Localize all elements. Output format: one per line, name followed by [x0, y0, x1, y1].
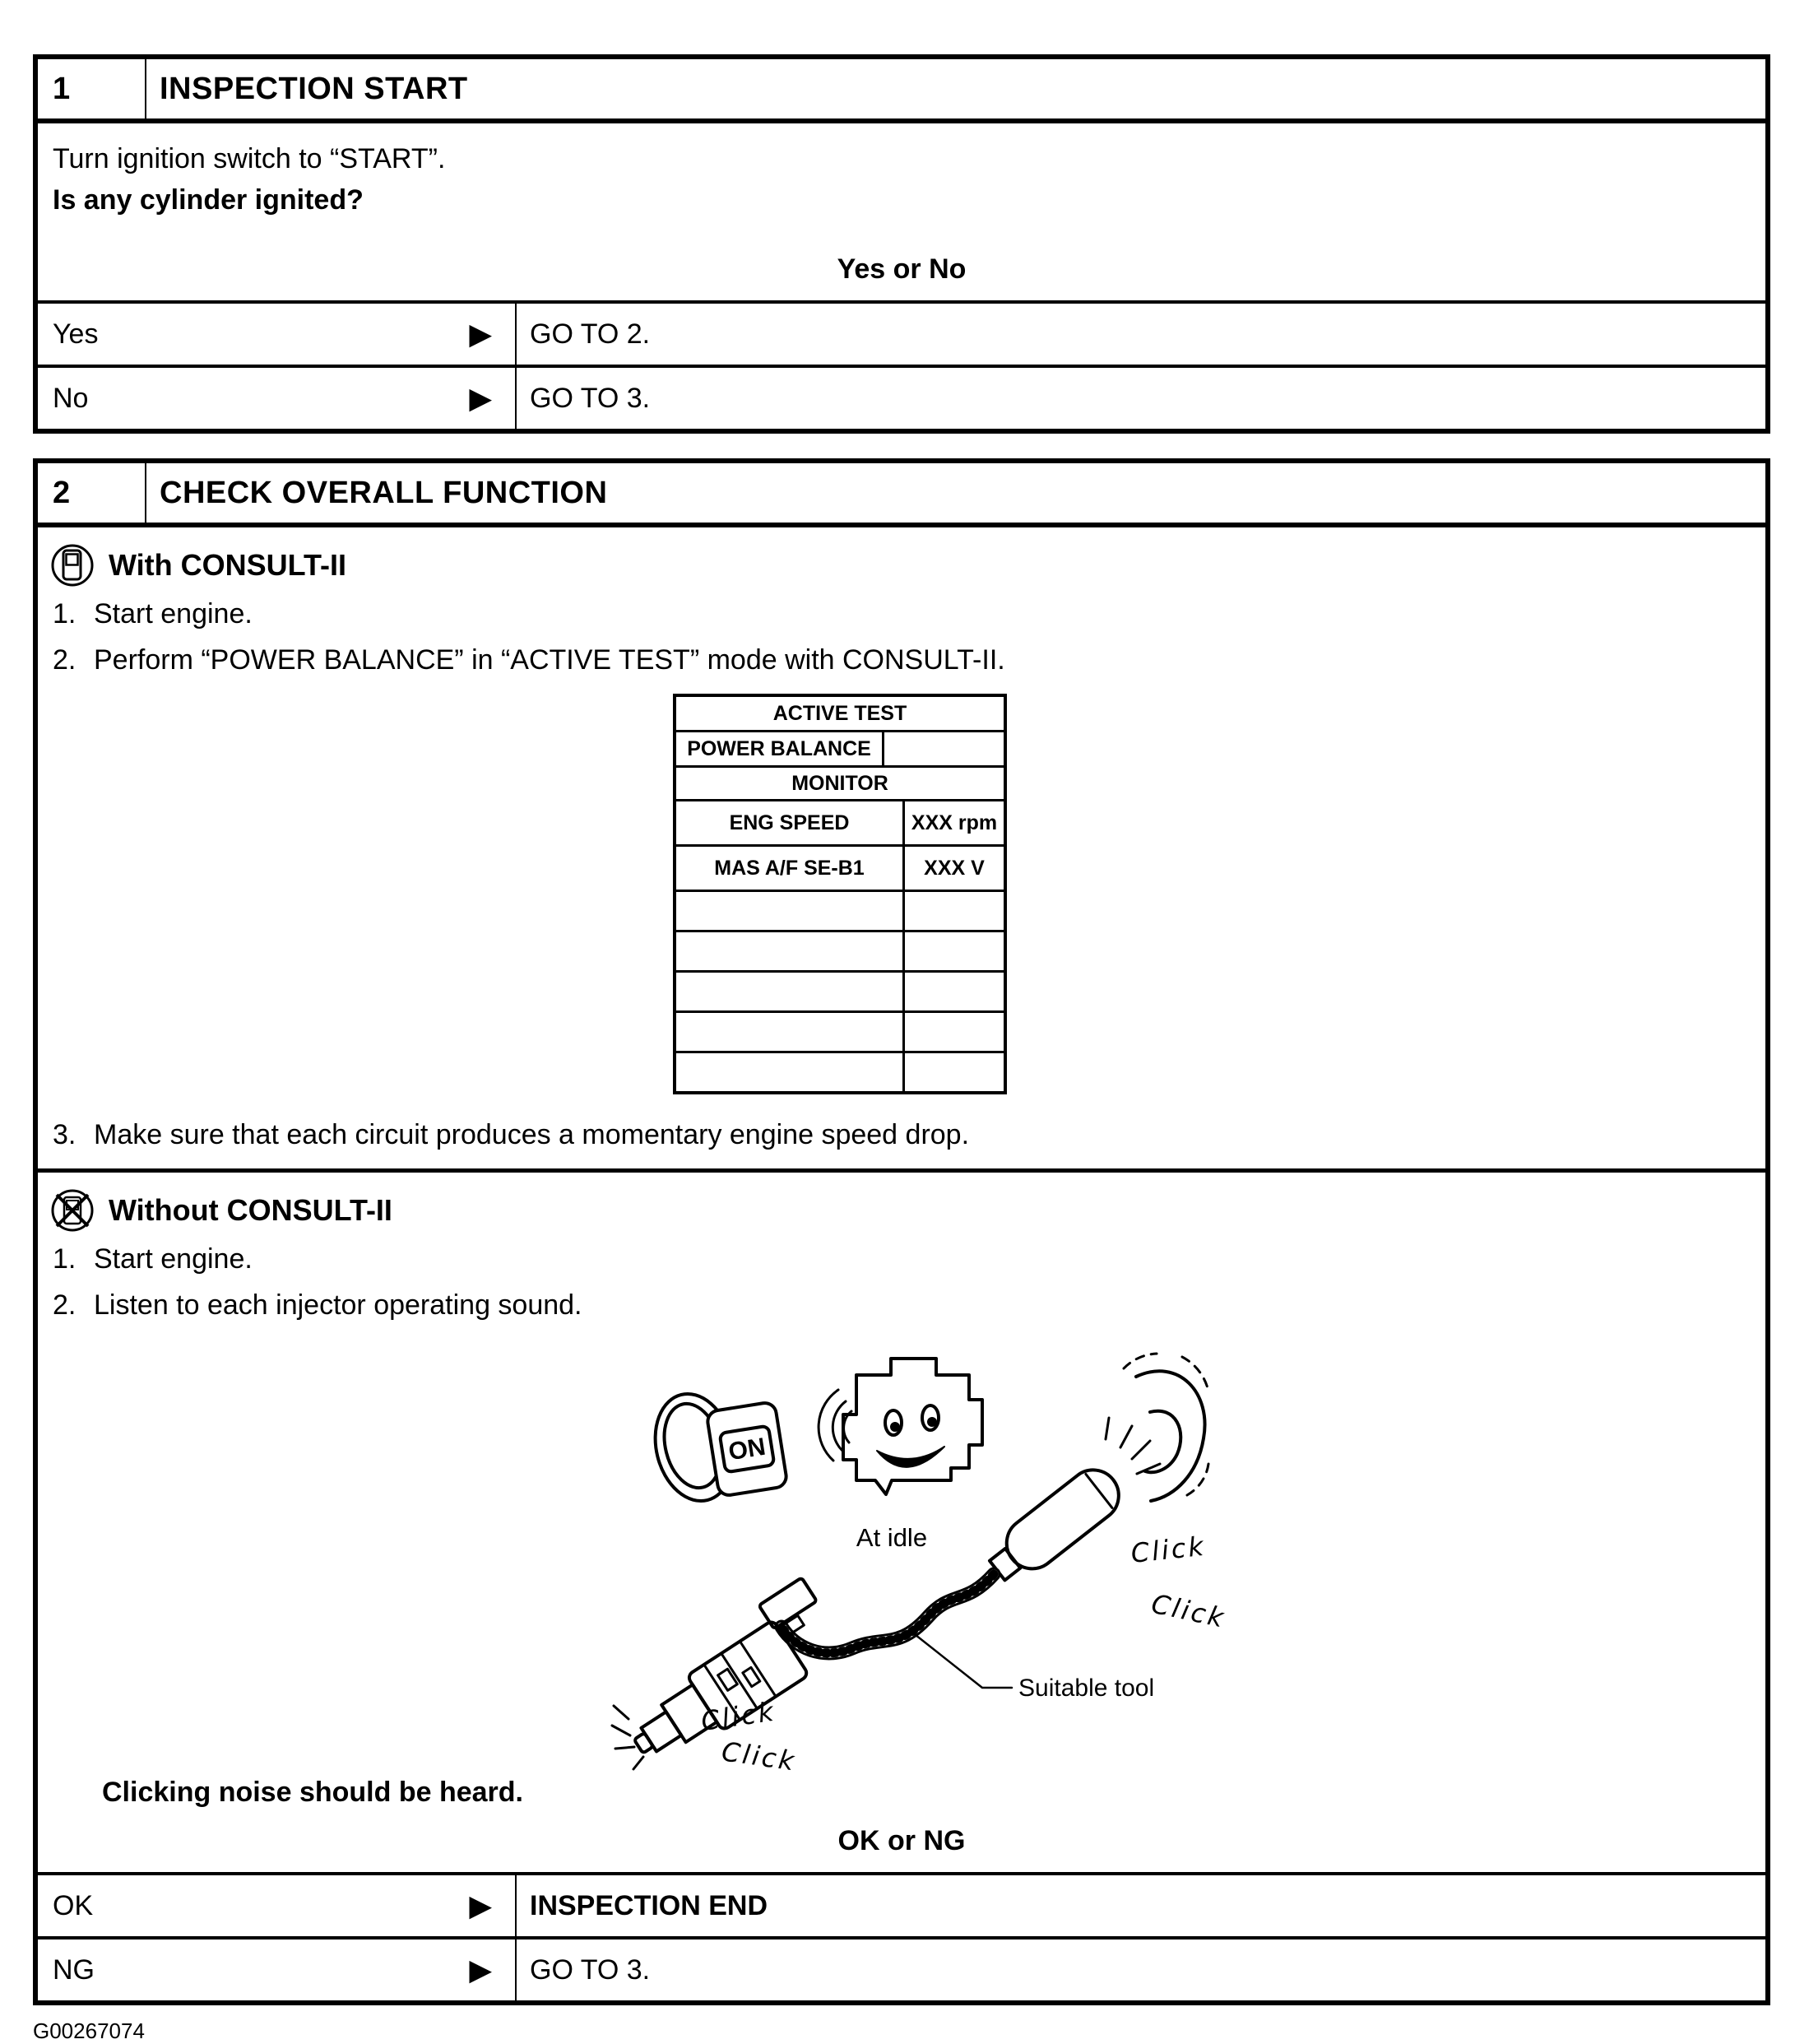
step1-no-label: No: [53, 382, 89, 414]
step1-row-yes: [38, 300, 1765, 365]
empty-row: [676, 1013, 905, 1051]
screen-title: ACTIVE TEST: [772, 701, 907, 725]
result-arrow-icon: ▶: [469, 317, 492, 351]
step2-row-ok: [38, 1872, 1765, 1936]
figure-id: G00267074: [33, 2018, 145, 2043]
step1-instruction-line: Turn ignition switch to “START”.: [53, 143, 446, 174]
step1-title: INSPECTION START: [160, 71, 468, 106]
step1-box: [33, 54, 1770, 434]
consult-screen-table: [673, 694, 1007, 1094]
step2-box: [33, 458, 1770, 2005]
step2-ok-label: OK: [53, 1889, 94, 1921]
ignition-key-icon: [644, 1386, 787, 1509]
result-arrow-icon: ▶: [469, 1953, 492, 1986]
step2-title: CHECK OVERALL FUNCTION: [160, 475, 608, 510]
at-idle-label: At idle: [856, 1523, 928, 1552]
with-consult-step-3: 3. Make sure that each circuit produces a momentary engine speed drop.: [53, 1119, 970, 1150]
with-consult-step-1: 1. Start engine.: [53, 598, 253, 629]
monitor-name: MAS A/F SE-B1: [676, 847, 905, 890]
ear-click-text: Click: [1148, 1587, 1229, 1634]
step2-ng-label: NG: [53, 1953, 95, 1986]
empty-row: [676, 932, 905, 970]
without-consult-step-1: 1. Start engine.: [53, 1243, 253, 1275]
empty-row: [676, 892, 905, 930]
step2-number: 2: [38, 463, 146, 523]
step1-row-no: [38, 365, 1765, 429]
listening-ear-icon: [1124, 1354, 1208, 1501]
without-consult-heading: Without CONSULT-II: [49, 1187, 1765, 1233]
key-on-label: ON: [726, 1433, 768, 1466]
step1-question: Is any cylinder ignited?: [53, 184, 364, 216]
no-consult-ii-icon: [49, 1187, 95, 1233]
monitor-name: ENG SPEED: [676, 801, 905, 844]
step2-ok-action: INSPECTION END: [530, 1889, 768, 1921]
step1-yes-label: Yes: [53, 318, 99, 350]
injector-click-text: Click: [698, 1695, 778, 1737]
step1-no-action: GO TO 3.: [530, 382, 651, 414]
empty-row: [676, 973, 905, 1010]
monitor-value: XXX rpm: [911, 811, 998, 834]
with-consult-step-2: 2. Perform “POWER BALANCE” in “ACTIVE TEST” mode with CONSULT-II.: [53, 644, 1005, 676]
injector-listening-illustration: [605, 1326, 1765, 1777]
step2-ng-action: GO TO 3.: [530, 1953, 651, 1986]
step2-decision-label: OK or NG: [837, 1825, 966, 1856]
monitor-value: XXX V: [924, 856, 985, 880]
clicking-noise-note: Clicking noise should be heard.: [102, 1777, 523, 1808]
suitable-tool-label: Suitable tool: [1018, 1675, 1155, 1702]
step1-instructions: [38, 123, 1765, 221]
tool-label-leader: [911, 1632, 1012, 1688]
empty-row: [676, 1053, 905, 1091]
injector-click-text: Click: [719, 1735, 799, 1777]
result-arrow-icon: ▶: [469, 381, 492, 415]
step1-yes-action: GO TO 2.: [530, 318, 651, 350]
step2-header: [38, 463, 1765, 527]
without-consult-step-2: 2. Listen to each injector operating sound.: [53, 1289, 582, 1321]
result-arrow-icon: ▶: [469, 1888, 492, 1922]
with-consult-heading: With CONSULT-II: [49, 542, 1765, 588]
step1-decision-label: Yes or No: [837, 253, 967, 285]
screen-test-name: POWER BALANCE: [676, 732, 884, 765]
step1-header: [38, 59, 1765, 123]
screen-monitor-label: MONITOR: [791, 771, 888, 795]
engine-at-idle-face: [819, 1359, 982, 1494]
ear-click-text: Click: [1129, 1530, 1208, 1569]
section-divider: [38, 1168, 1765, 1173]
screen-test-value-cell: [884, 732, 1004, 765]
step1-number: 1: [38, 59, 146, 118]
step2-row-ng: [38, 1936, 1765, 2000]
consult-ii-unit-icon: [49, 542, 95, 588]
